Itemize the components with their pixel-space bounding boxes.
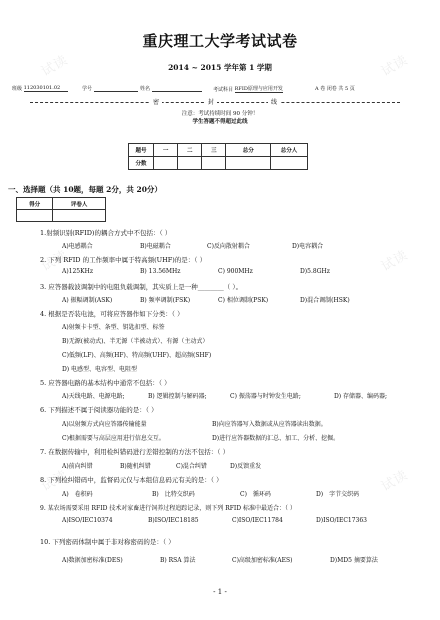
- score-header: 三: [202, 144, 226, 157]
- score-header-row: [129, 144, 308, 157]
- watermark-3: 试读: [39, 247, 71, 275]
- question-2: 2. 下列 RFID 的工作频率中属于特高频(UHF)的是：（ ）: [40, 256, 207, 264]
- name-label: 姓名: [140, 86, 151, 92]
- option: B) RSA 算法: [160, 557, 196, 564]
- page-number: - 1 -: [213, 588, 227, 596]
- option: B) 比特交织码: [152, 491, 195, 498]
- score-header: 二: [178, 144, 202, 157]
- option: C)ISO/IEC11784: [232, 517, 283, 524]
- defen-cell: [17, 210, 53, 222]
- seal-xian: 线: [268, 97, 280, 106]
- score-header: 总分: [226, 144, 271, 157]
- paper-info: A 卷 闭卷 共 5 页: [315, 86, 355, 92]
- subject-value: RFID原理与应用开发: [234, 86, 283, 92]
- question-10: 10. 下列密码体制中属于非对称密码的是：（ ）: [40, 538, 175, 546]
- question-6: 6. 下列描述不属于阅读器功能的是：（ ）: [40, 406, 158, 414]
- option: D)混合调制(HSK): [300, 297, 350, 304]
- option: A)前向纠错: [62, 463, 93, 470]
- option: A) 振幅调制(ASK): [62, 297, 113, 304]
- seal-feng: 封: [205, 97, 217, 106]
- option: A)ISO/IEC10374: [62, 517, 113, 524]
- option: D)电容耦合: [292, 243, 324, 250]
- option: C) 振荡器与时钟发生电路;: [230, 393, 301, 400]
- watermark-1: 试读: [39, 52, 71, 80]
- option: B)电磁耦合: [140, 243, 171, 250]
- subject-field: [213, 85, 283, 93]
- option: A)射频卡卡型、条型、钥匙扣型、标签: [62, 324, 165, 331]
- class-label: 班级: [12, 86, 23, 92]
- score-cell: [271, 157, 308, 170]
- option: D)MD5 摘要算法: [330, 557, 378, 564]
- score-cell: [178, 157, 202, 170]
- watermark-2: 试读: [379, 52, 411, 80]
- option: A)以射频方式向应答器传输能量: [62, 421, 147, 428]
- semester-line: 2014 ~ 2015 学年第 1 学期: [168, 63, 272, 72]
- watermark-5: 试读: [39, 467, 71, 495]
- watermark-6: 试读: [379, 467, 411, 495]
- option: A)天线电路、电源电路;: [62, 393, 125, 400]
- question-8: 8. 下列检纠错码中，监督码元仅与本组信息码元有关的是：（ ）: [40, 476, 223, 484]
- option: B)ISO/IEC18185: [148, 517, 199, 524]
- score-value-row: [129, 157, 308, 170]
- question-5: 5. 应答器电路的基本结构中通常不包括：（ ）: [40, 379, 171, 387]
- option: D)ISO/IEC17363: [316, 517, 367, 524]
- option: A)电感耦合: [62, 243, 93, 250]
- class-value: 112030101.02: [24, 85, 68, 92]
- score-row-label: 分数: [129, 157, 154, 170]
- score-cell: [154, 157, 178, 170]
- class-field: [12, 85, 68, 92]
- section-title: 一、选择题（共 10题，每题 2分，共 20分）: [8, 185, 162, 194]
- option: C)高级加密标准(AES): [232, 557, 293, 564]
- option: C)反向散射耦合: [207, 243, 250, 250]
- question-7: 7. 在数据传输中，利用检纠错码进行差错控制的方法不包括：（ ）: [40, 448, 230, 456]
- exam-title: 重庆理工大学考试试卷: [142, 32, 298, 50]
- option: B) 13.56MHz: [140, 268, 181, 275]
- option: D)进行应答器数据的汇总、加工、分析、挖掘。: [212, 435, 340, 442]
- question-9: 9. 某农场需要采用 RFID 技术对家畜进行饲养过程追踪记录，则下列 RFID 标准中最适合：（ ）: [40, 505, 296, 512]
- option: C)低频(LF)、高频(HF)、特高频(UHF)、超高频(SHF): [62, 352, 212, 359]
- question-1: 1.射频识别(RFID)的耦合方式中不包括：（ ）: [40, 229, 172, 237]
- student-id-field: [82, 85, 138, 92]
- pingjuan-cell: [53, 210, 106, 222]
- score-header: 总分人: [271, 144, 308, 157]
- score-cell: [202, 157, 226, 170]
- pingjuan-label: 评卷人: [53, 198, 106, 210]
- question-3: 3. 应答器载波调制中的电阻负载调制，其实质上是一种________（ ）。: [40, 283, 243, 291]
- grader-table: [16, 197, 106, 222]
- option: C) 相位调制(PSK): [218, 297, 269, 304]
- option: A)数据加密标准(DES): [62, 557, 123, 564]
- defen-label: 得分: [17, 198, 53, 210]
- option: C) 循环码: [240, 491, 271, 498]
- option: B)向应答器写入数据或从应答器读出数据。: [212, 421, 327, 428]
- score-header: 一: [154, 144, 178, 157]
- option: B)无源(被动式)、半无源（半被动式）、有源（主动式）: [62, 338, 209, 345]
- line-note: 学生答题不得超过此线: [192, 119, 248, 125]
- option: B)随机纠错: [120, 463, 151, 470]
- time-note: 注意：考试持续时间 90 分钟！: [181, 111, 259, 117]
- seal-mi: 密: [150, 97, 162, 106]
- question-4: 4. 根据是否装电池，可将应答器作如下分类：（ ）: [40, 310, 184, 318]
- option: C)根据需要与高层应用进行信息交互。: [62, 435, 165, 442]
- student-id-label: 学号: [82, 86, 93, 92]
- option: D) 电感型、电容型、电阻型: [62, 366, 138, 373]
- option: D)5.8GHz: [300, 268, 330, 275]
- score-table: [128, 143, 308, 170]
- option: A)125KHz: [62, 268, 94, 275]
- score-header: 题号: [129, 144, 154, 157]
- option: B) 逻辑控制与解码器;: [148, 393, 207, 400]
- score-cell: [226, 157, 271, 170]
- subject-label: 考试科目: [213, 87, 234, 93]
- option: D) 字节交织码: [316, 491, 360, 498]
- option: D) 存储器、编码器;: [334, 393, 388, 400]
- option: C)混合纠错: [176, 463, 207, 470]
- option: B) 频率调制(FSK): [140, 297, 191, 304]
- option: A) 卷积码: [62, 491, 93, 498]
- watermark-4: 试读: [379, 247, 411, 275]
- option: C) 900MHz: [218, 268, 253, 275]
- option: D)反馈重发: [230, 463, 262, 470]
- name-field: [140, 85, 202, 92]
